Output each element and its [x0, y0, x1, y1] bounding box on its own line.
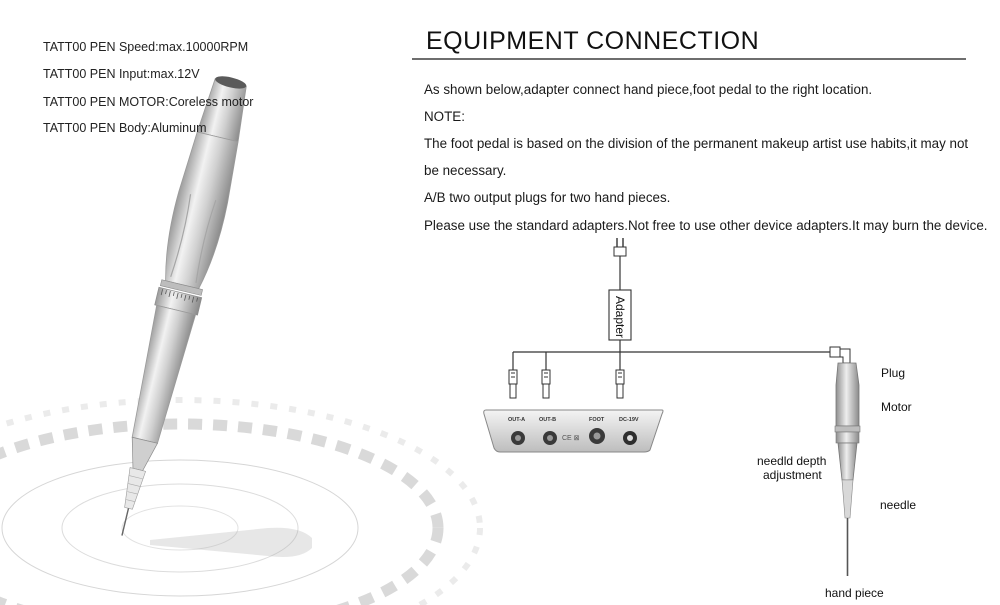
spec-body: TATT00 PEN Body:Aluminum — [43, 121, 207, 135]
port-out-a-label: OUT-A — [508, 417, 526, 423]
jack-foot — [616, 370, 624, 398]
note-warning: Please use the standard adapters.Not free to use other device adapters.It may burn the device. — [424, 218, 988, 233]
label-needle: needle — [880, 498, 917, 512]
spec-speed: TATT00 PEN Speed:max.10000RPM — [43, 40, 249, 54]
jack-out-b — [542, 370, 550, 398]
jack-out-a — [509, 370, 517, 398]
wall-plug — [614, 238, 626, 290]
note-ab-plugs: A/B two output plugs for two hand pieces. — [424, 190, 671, 205]
note-line-2: be necessary. — [424, 163, 507, 178]
port-foot-label: FOOT — [589, 417, 605, 423]
label-depth-line2: adjustment — [763, 468, 822, 482]
ce-mark: CE ⊠ — [562, 435, 580, 442]
adapter-block — [609, 290, 631, 352]
hand-piece-plug — [830, 347, 850, 363]
hand-piece — [835, 363, 860, 576]
note-line-1: The foot pedal is based on the division of the permanent makeup artist use habits,it may not — [424, 136, 969, 151]
section-title: EQUIPMENT CONNECTION — [426, 27, 760, 55]
power-supply-box — [484, 410, 663, 452]
main-wire — [513, 352, 832, 370]
intro-text: As shown below,adapter connect hand piece,foot pedal to the right location. — [424, 82, 873, 97]
label-depth-line1: needld depth — [757, 454, 827, 468]
port-dc-label: DC-19V — [619, 417, 639, 423]
spec-motor: TATT00 PEN MOTOR:Coreless motor — [43, 95, 254, 109]
label-plug: Plug — [881, 366, 906, 380]
adapter-label: Adapter — [613, 296, 627, 339]
label-motor: Motor — [881, 400, 912, 414]
spec-input: TATT00 PEN Input:max.12V — [43, 67, 200, 81]
note-heading: NOTE: — [424, 109, 465, 124]
label-hand-piece: hand piece — [825, 586, 884, 600]
port-out-b-label: OUT-B — [539, 417, 557, 423]
